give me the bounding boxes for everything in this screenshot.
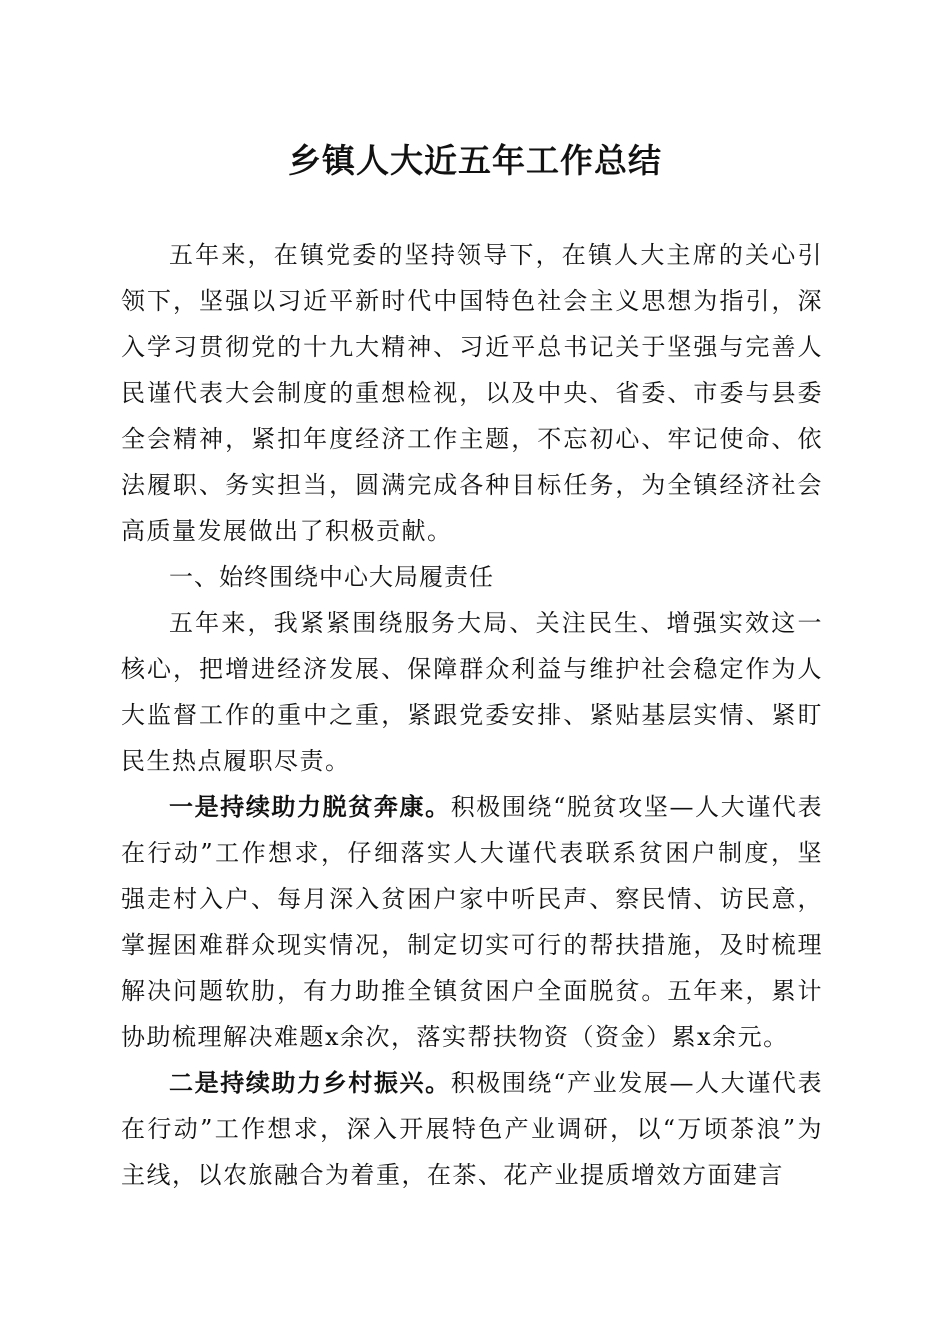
- item-lead-rural: 二是持续助力乡村振兴。: [169, 1069, 451, 1097]
- item-lead-poverty: 一是持续助力脱贫奔康。: [169, 793, 451, 821]
- document-title: 乡镇人大近五年工作总结: [288, 141, 662, 180]
- section-summary-paragraph: 五年来，我紧紧围绕服务大局、关注民生、增强实效这一核心，把增进经济发展、保障群众利益与维护社会稳定作为人大监督工作的重中之重，紧跟党委安排、紧贴基层实情、紧盯民生热点履职尽责。: [121, 609, 823, 775]
- document-body: [121, 232, 823, 1198]
- item-paragraph-poverty: [121, 784, 823, 1060]
- section-heading: 一、始终围绕中心大局履责任: [169, 563, 494, 591]
- item-text-poverty: 积极围绕“脱贫攻坚—人大谨代表在行动”工作想求，仔细落实人大谨代表联系贫困户制度，坚强走村入户、每月深入贫困户家中听民声、察民情、访民意，掌握困难群众现实情况，制定切实可行的帮扶措施，及时梳理解决问题软肋，有力助推全镇贫困户全面脱贫。五年来，累计协助梳理解决难题x余次，落实帮扶物资（资金）累x余元。: [121, 793, 823, 1051]
- item-text-rural: 积极围绕“产业发展—人大谨代表在行动”工作想求，深入开展特色产业调研，以“万顷茶浪”为主线，以农旅融合为着重，在茶、花产业提质增效方面建言: [121, 1069, 823, 1189]
- intro-paragraph: 五年来，在镇党委的坚持领导下，在镇人大主席的关心引领下，坚强以习近平新时代中国特色社会主义思想为指引，深入学习贯彻党的十九大精神、习近平总书记关于坚强与完善人民谨代表大会制度的重想检视，以及中央、省委、市委与县委全会精神，紧扣年度经济工作主题，不忘初心、牢记使命、依法履职、务实担当，圆满完成各种目标任务，为全镇经济社会高质量发展做出了积极贡献。: [121, 241, 823, 545]
- item-paragraph-rural: [121, 1060, 823, 1198]
